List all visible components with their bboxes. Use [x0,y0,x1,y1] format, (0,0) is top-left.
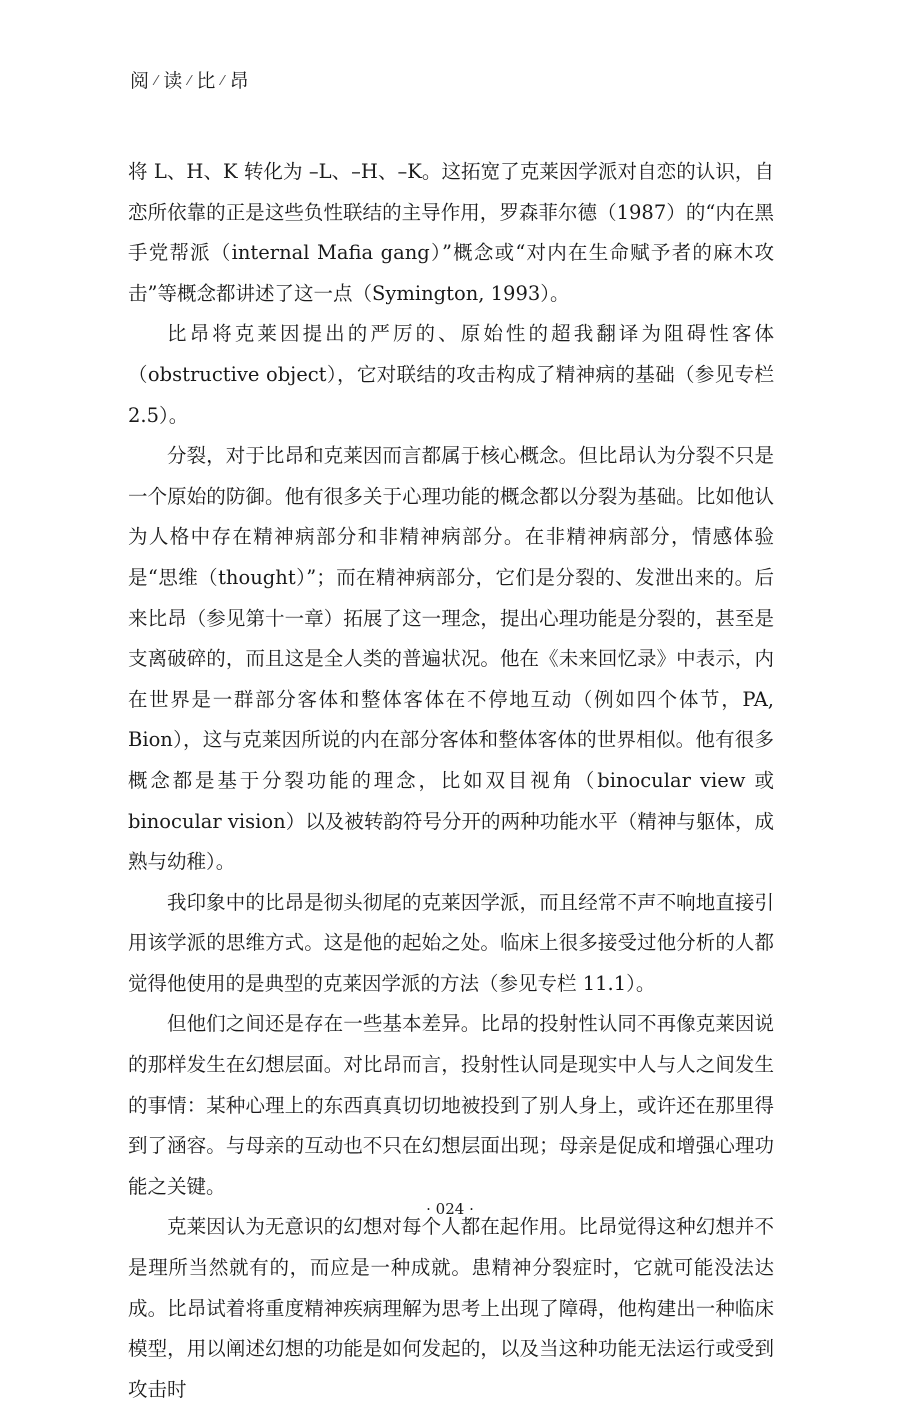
paragraph: 比昂将克莱因提出的严厉的、原始性的超我翻译为阻碍性客体（obstructive object），它对联结的攻击构成了精神病的基础（参见专栏 2.5）。 [128,322,774,427]
page-number: · 024 · [426,1200,474,1218]
header-char: 比 [196,70,217,92]
paragraph: 但他们之间还是存在一些基本差异。比昂的投射性认同不再像克莱因说的那样发生在幻想层面。对比昂而言，投射性认同是现实中人与人之间发生的事情：某种心理上的东西真真切切地被投到了别人身上，或许还在那里得到了涵容。与母亲的互动也不只在幻想层面出现；母亲是促成和增强心理功能之关键。 [128,1012,774,1198]
running-header [130,66,250,93]
header-separator: ⁄ [155,74,159,89]
header-char: 昂 [229,70,250,92]
paragraph: 分裂，对于比昂和克莱因而言都属于核心概念。但比昂认为分裂不只是一个原始的防御。他有很多关于心理功能的概念都以分裂为基础。比如他认为人格中存在精神病部分和非精神病部分。在非精神病部分，情感体验是“思维（thought）”；而在精神病部分，它们是分裂的、发泄出来的。后来比昂（参见第十一章）拓展了这一理念，提出心理功能是分裂的，甚至是支离破碎的，而且这是全人类的普遍状况。他在《未来回忆录》中表示，内在世界是一群部分客体和整体客体在不停地互动（例如四个体节，PA, Bion），这与克莱因所说的内在部分客体和整体客体的世界相似。他有很多概念都是基于分裂功能的理念，比如双目视角（binocular view 或 binocular vision）以及被转韵符号分开的两种功能水平（精神与躯体，成熟与幼稚）。 [128,444,774,874]
header-separator: ⁄ [221,74,225,89]
paragraph: 我印象中的比昂是彻头彻尾的克莱因学派，而且经常不声不响地直接引用该学派的思维方式。这是他的起始之处。临床上很多接受过他分析的人都觉得他使用的是典型的克莱因学派的方法（参见专栏 11.1）。 [128,890,774,995]
header-char: 阅 [130,70,151,92]
header-separator: ⁄ [188,74,192,89]
paragraph: 克莱因认为无意识的幻想对每个人都在起作用。比昂觉得这种幻想并不是理所当然就有的，而应是一种成就。患精神分裂症时，它就可能没法达成。比昂试着将重度精神疾病理解为思考上出现了障碍，他构建出一种临床模型，用以阐述幻想的功能是如何发起的，以及当这种功能无法运行或受到攻击时 [128,1215,774,1401]
body-text [128,152,774,1410]
paragraph-continued: 将 L、H、K 转化为 –L、–H、–K。这拓宽了克莱因学派对自恋的认识，自恋所依靠的正是这些负性联结的主导作用，罗森菲尔德（1987）的“内在黑手党帮派（internal Mafia gang）”概念或“对内在生命赋予者的麻木攻击”等概念都讲述了这一点（Symington, 1993）。 [128,160,774,305]
header-char: 读 [163,70,184,92]
